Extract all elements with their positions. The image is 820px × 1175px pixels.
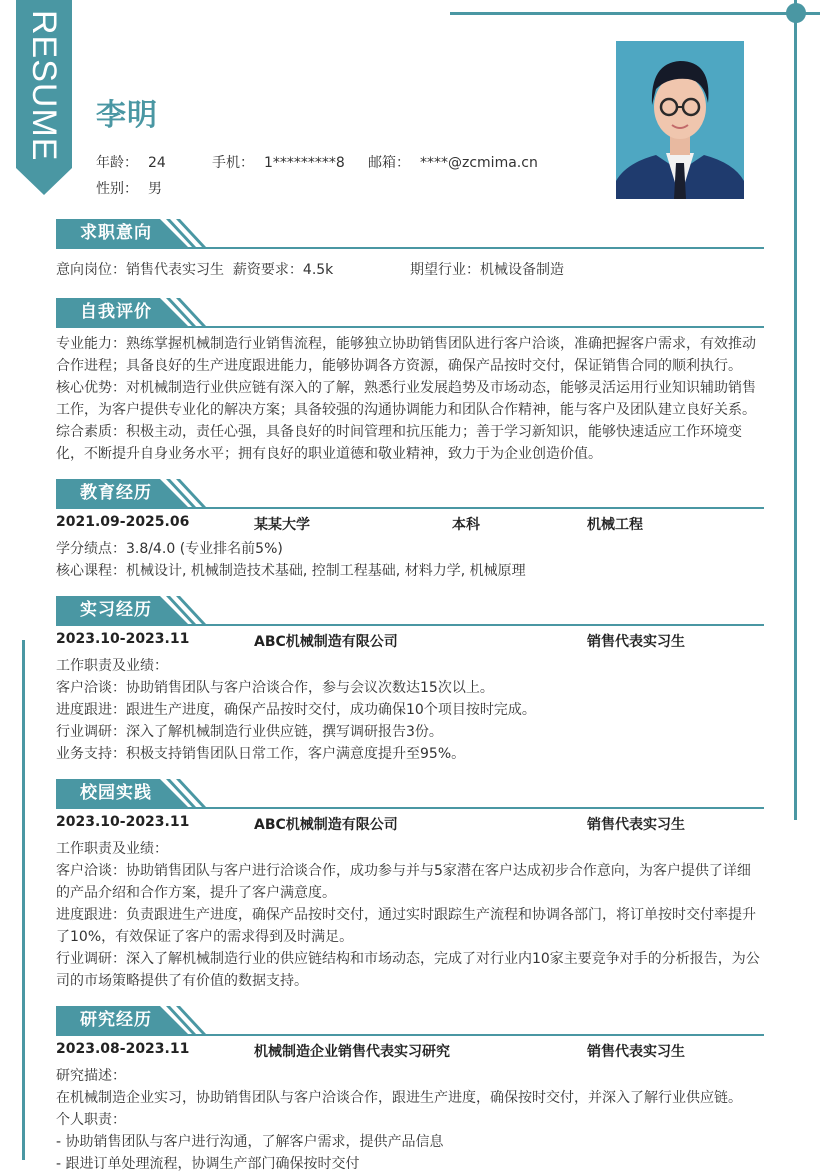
resume-ribbon (16, 0, 72, 195)
profile-photo (616, 41, 744, 199)
school-name: 某某大学 (254, 517, 310, 533)
detail-line: 个人职责： (56, 1112, 126, 1128)
company-name: ABC机械制造有限公司 (254, 817, 398, 833)
self-eval-body (56, 333, 764, 465)
job-intent-row (56, 259, 764, 281)
section-header-self-eval (56, 298, 764, 328)
detail-line: 研究描述： (56, 1068, 126, 1084)
corner-dot (786, 3, 806, 23)
detail-line: 行业调研：深入了解机械制造行业的供应链结构和市场动态，完成了对行业内10家主要竞争对手的分析报告，为公司的市场策略提供了有价值的数据支持。 (56, 951, 760, 989)
section-title: 校园实践 (80, 783, 152, 803)
stripes-decoration-icon (156, 479, 206, 509)
stripes-decoration-icon (156, 596, 206, 626)
education-details (56, 538, 764, 582)
ribbon-tip (16, 168, 72, 195)
section-header-research (56, 1006, 764, 1036)
company-name: ABC机械制造有限公司 (254, 634, 398, 650)
job-role: 销售代表实习生 (587, 817, 685, 833)
education-period: 2021.09-2025.06 (56, 514, 190, 530)
research-period: 2023.08-2023.11 (56, 1041, 190, 1057)
stripes-decoration-icon (156, 219, 206, 249)
ribbon-text: RESUME (25, 10, 63, 162)
age-field: 年龄： 24 (96, 155, 166, 171)
detail-line: 进度跟进：跟进生产进度，确保产品按时交付，成功确保10个项目按时完成。 (56, 702, 536, 718)
degree: 本科 (452, 517, 480, 533)
research-details (56, 1065, 764, 1175)
section-title: 实习经历 (80, 600, 152, 620)
section-title: 求职意向 (80, 223, 152, 243)
internship-period: 2023.10-2023.11 (56, 631, 190, 647)
intended-position: 意向岗位：销售代表实习生 (56, 262, 224, 278)
internship-row (56, 631, 764, 653)
section-title: 教育经历 (80, 483, 152, 503)
education-row (56, 514, 764, 536)
left-divider (22, 640, 25, 1160)
major: 机械工程 (587, 517, 643, 533)
section-header-education (56, 479, 764, 509)
detail-line: - 跟进订单处理流程，协调生产部门确保按时交付 (56, 1156, 360, 1172)
detail-line: 客户洽谈：协助销售团队与客户进行洽谈合作，成功参与并与5家潜在客户达成初步合作意向，为客户提供了详细的产品介绍和合作方案，提升了客户满意度。 (56, 863, 751, 901)
section-header-job-intent (56, 219, 764, 249)
internship-details (56, 655, 764, 765)
detail-line: 进度跟进：负责跟进生产进度，确保产品按时交付，通过实时跟踪生产流程和协调各部门，将订单按时交付率提升了10%，有效保证了客户的需求得到及时满足。 (56, 907, 756, 945)
top-divider (450, 12, 820, 15)
stripes-decoration-icon (156, 1006, 206, 1036)
campus-period: 2023.10-2023.11 (56, 814, 190, 830)
detail-line: 工作职责及业绩： (56, 841, 168, 857)
section-header-campus (56, 779, 764, 809)
expected-industry: 期望行业：机械设备制造 (410, 262, 564, 278)
campus-row (56, 814, 764, 836)
phone-field: 手机： 1*********8 (212, 155, 345, 171)
detail-line: 工作职责及业绩： (56, 658, 168, 674)
stripes-decoration-icon (156, 779, 206, 809)
section-header-internship (56, 596, 764, 626)
self-eval-paragraph: 综合素质：积极主动，责任心强，具备良好的时间管理和抗压能力；善于学习新知识，能够快速适应工作环境变化，不断提升自身业务水平；拥有良好的职业道德和敬业精神，致力于为企业创造价值。 (56, 424, 742, 462)
detail-line: 在机械制造企业实习，协助销售团队与客户洽谈合作，跟进生产进度，确保按时交付，并深入了解行业供应链。 (56, 1090, 742, 1106)
gender-row (96, 178, 186, 198)
salary-expectation: 薪资要求：4.5k (232, 262, 334, 278)
core-courses: 核心课程：机械设计, 机械制造技术基础, 控制工程基础, 材料力学, 机械原理 (56, 563, 526, 579)
section-title: 自我评价 (80, 302, 152, 322)
self-eval-paragraph: 核心优势：对机械制造行业供应链有深入的了解，熟悉行业发展趋势及市场动态，能够灵活运用行业知识辅助销售工作，为客户提供专业化的解决方案；具备较强的沟通协调能力和团队合作精神，能与客户及团队建立良好关系。 (56, 380, 756, 418)
detail-line: 客户洽谈：协助销售团队与客户洽谈合作，参与会议次数达15次以上。 (56, 680, 494, 696)
right-divider (794, 0, 797, 820)
project-name: 机械制造企业销售代表实习研究 (254, 1044, 450, 1060)
detail-line: - 协助销售团队与客户进行沟通，了解客户需求，提供产品信息 (56, 1134, 444, 1150)
candidate-name: 李明 (96, 98, 158, 133)
job-role: 销售代表实习生 (587, 634, 685, 650)
stripes-decoration-icon (156, 298, 206, 328)
section-title: 研究经历 (80, 1010, 152, 1030)
gender-field: 性别： 男 (96, 181, 162, 197)
research-row (56, 1041, 764, 1063)
gpa: 学分绩点：3.8/4.0 (专业排名前5%) (56, 541, 283, 557)
detail-line: 行业调研：深入了解机械制造行业供应链，撰写调研报告3份。 (56, 724, 443, 740)
job-role: 销售代表实习生 (587, 1044, 685, 1060)
contact-row (96, 152, 562, 172)
email-field: 邮箱： ****@zcmima.cn (368, 155, 538, 171)
self-eval-paragraph: 专业能力：熟练掌握机械制造行业销售流程，能够独立协助销售团队进行客户洽谈，准确把握客户需求，有效推动合作进程；具备良好的生产进度跟进能力，能够协调各方资源，确保产品按时交付，保证销售合同的顺利执行。 (56, 336, 756, 374)
detail-line: 业务支持：积极支持销售团队日常工作，客户满意度提升至95%。 (56, 746, 466, 762)
person-portrait-icon (616, 41, 744, 199)
campus-details (56, 838, 764, 992)
